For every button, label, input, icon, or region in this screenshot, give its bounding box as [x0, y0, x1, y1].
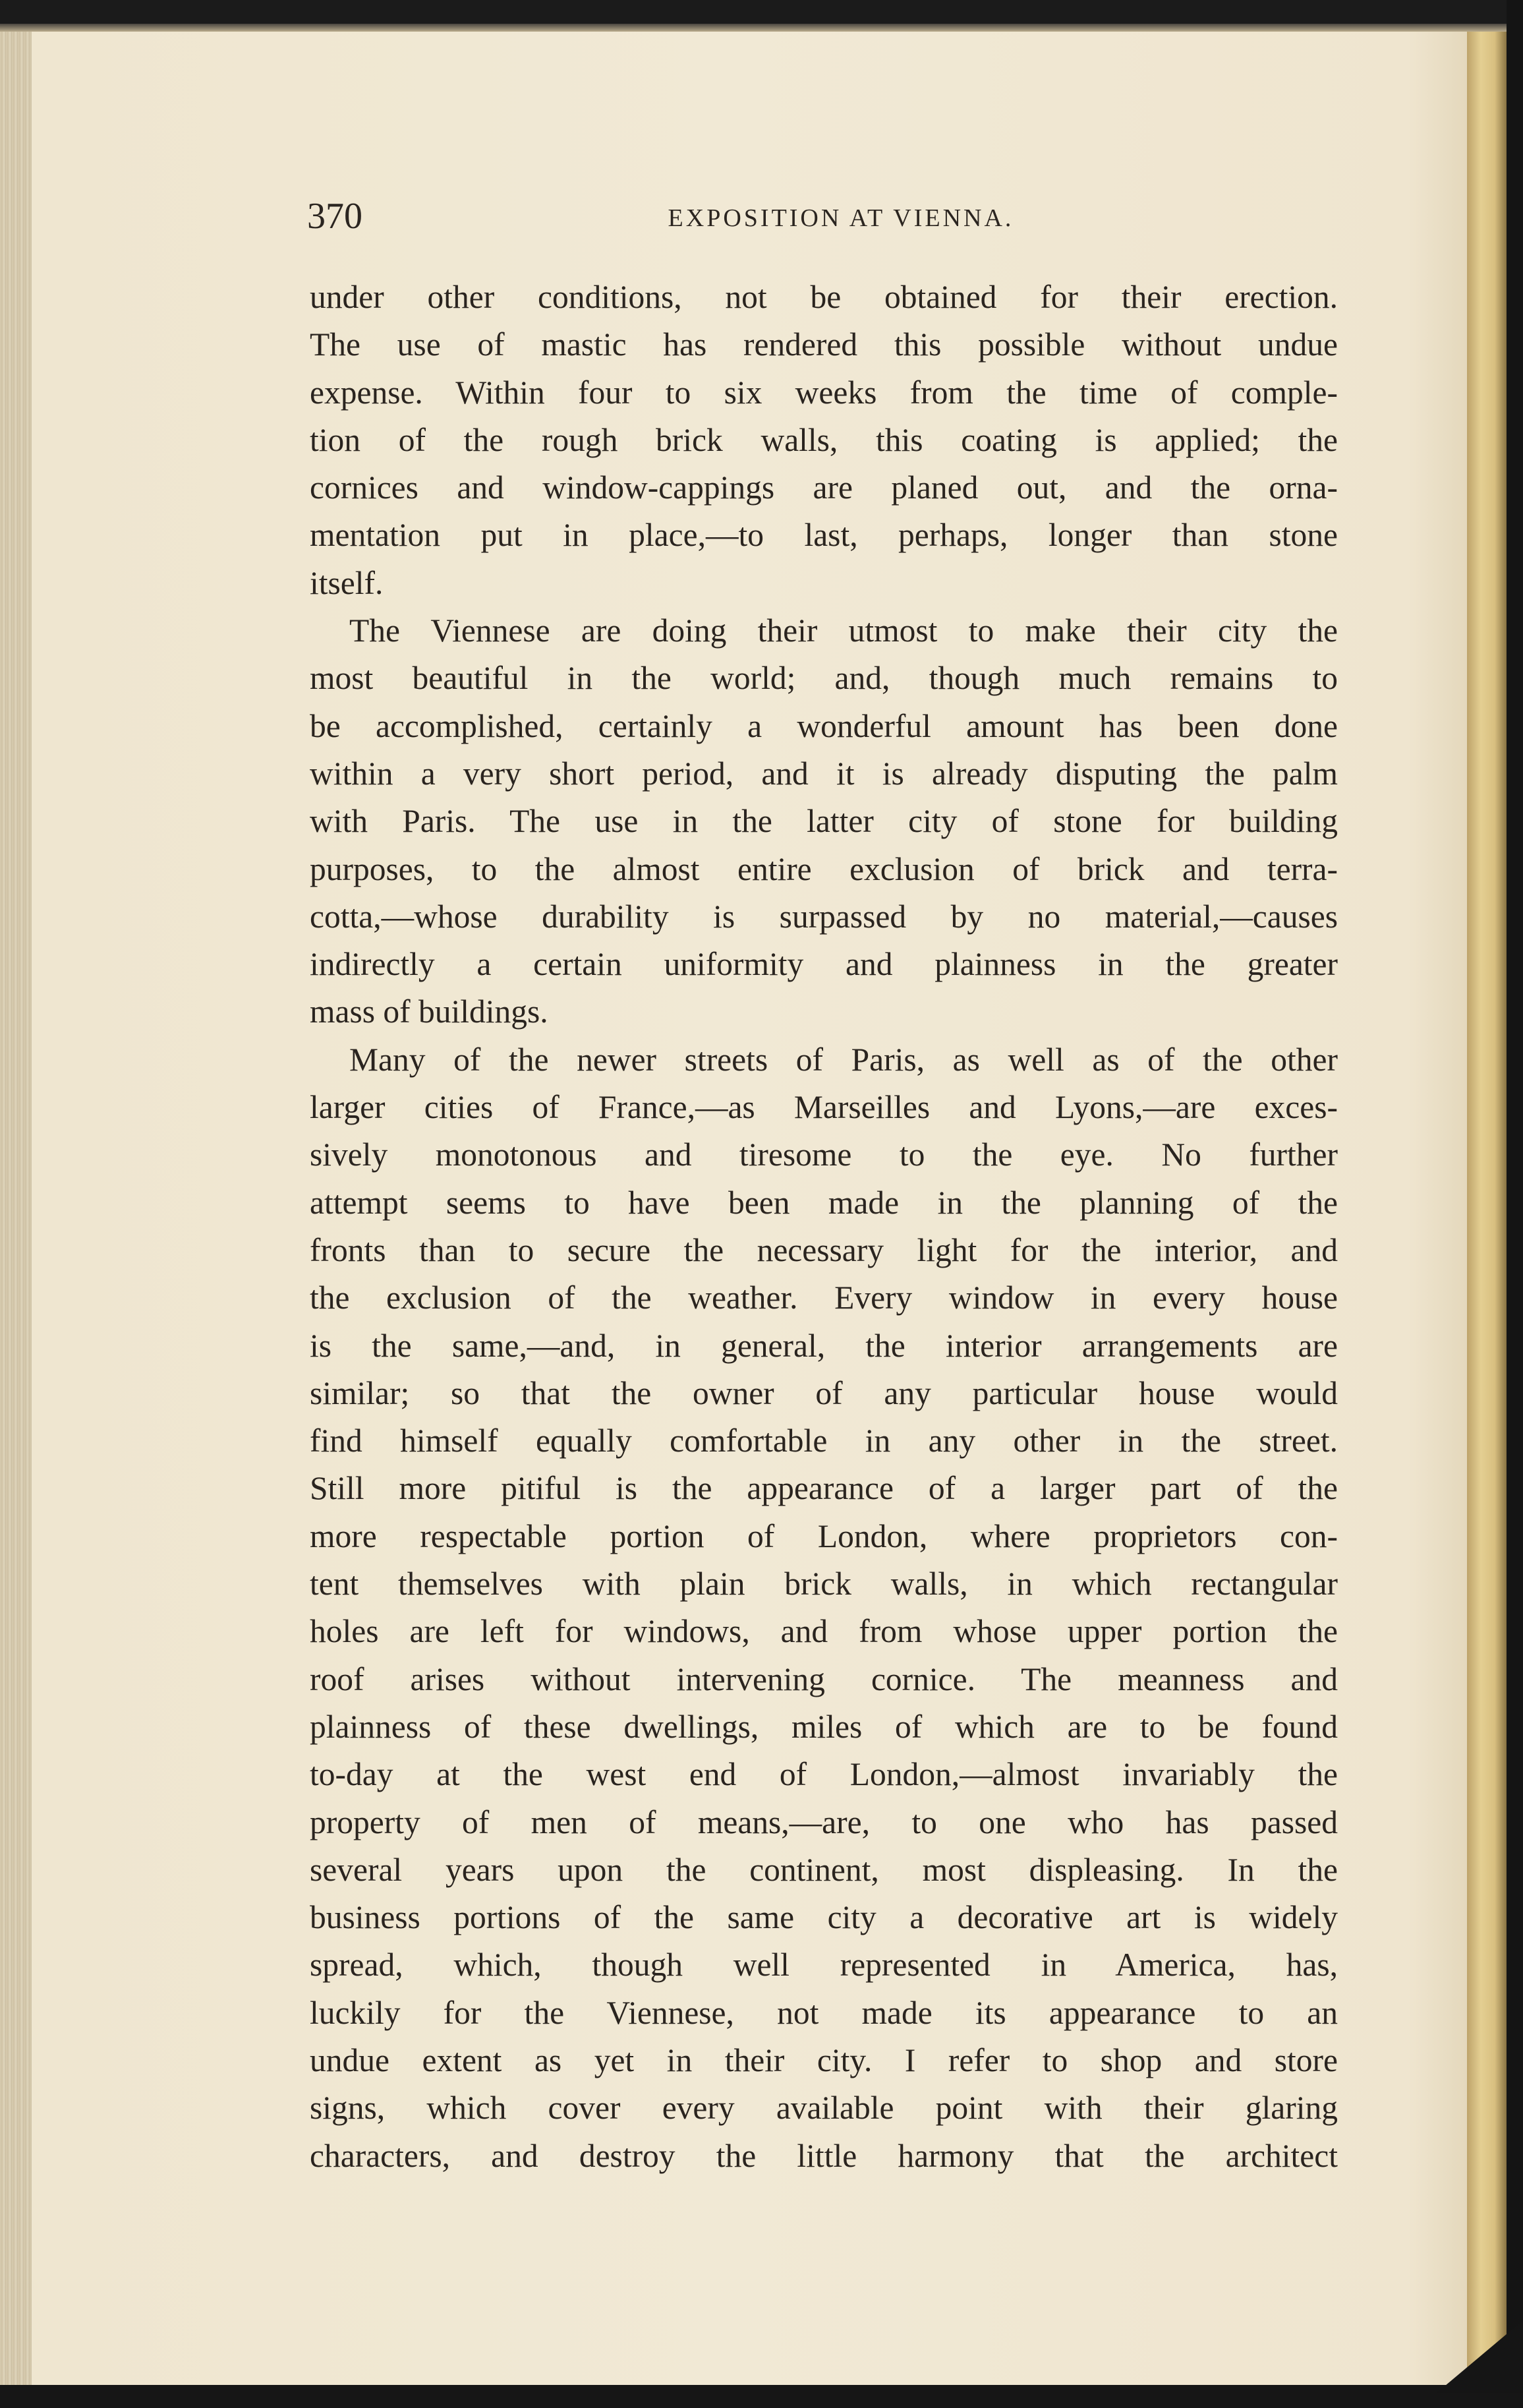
text-line: mentation put in place,—to last, perhaps, longer than stone [310, 517, 1338, 554]
page-top-edge [0, 24, 1523, 32]
text-line: spread, which, though well represented in America, has, [310, 1947, 1338, 1983]
text-line: undue extent as yet in their city. I refer to shop and store [310, 2041, 1338, 2078]
text-line: sively monotonous and tiresome to the eye. No further [310, 1136, 1338, 1173]
text-line: mass of buildings. [310, 993, 548, 1030]
text-line: indirectly a certain uniformity and plainness in the greater [310, 946, 1338, 983]
body-text [310, 274, 1338, 2180]
paragraph-first-line: Many of the newer streets of Paris, as well as of the other [349, 1041, 1338, 1078]
book-binding-edge [0, 32, 32, 2388]
running-title: EXPOSITION AT VIENNA. [668, 204, 1014, 232]
text-line: within a very short period, and it is already disputing the palm [310, 755, 1338, 792]
text-line: expense. Within four to six weeks from the time of comple- [310, 374, 1338, 411]
text-line: holes are left for windows, and from whose upper portion the [310, 1613, 1338, 1650]
text-line: larger cities of France,—as Marseilles and Lyons,—are exces- [310, 1089, 1338, 1126]
text-line: more respectable portion of London, where proprietors con- [310, 1517, 1338, 1554]
text-line: characters, and destroy the little harmony that the architect [310, 2137, 1338, 2174]
text-line: to-day at the west end of London,—almost invariably the [310, 1756, 1338, 1793]
text-line: be accomplished, certainly a wonderful amount has been done [310, 707, 1338, 744]
text-line: luckily for the Viennese, not made its appearance to an [310, 1994, 1338, 2031]
text-line: roof arises without intervening cornice. The meanness and [310, 1660, 1338, 1697]
text-line: The use of mastic has rendered this possible without undue [310, 326, 1338, 363]
text-line: tent themselves with plain brick walls, in which rectangular [310, 1566, 1338, 1602]
text-line: fronts than to secure the necessary light for the interior, and [310, 1231, 1338, 1268]
text-line: with Paris. The use in the latter city of stone for building [310, 803, 1338, 840]
scan-top-border [0, 0, 1523, 24]
text-line: business portions of the same city a decorative art is widely [310, 1899, 1338, 1936]
text-line: itself. [310, 564, 384, 601]
text-line: similar; so that the owner of any particular house would [310, 1374, 1338, 1411]
page-number: 370 [307, 196, 362, 237]
scan-right-border [1507, 0, 1523, 2408]
text-line: Still more pitiful is the appearance of a larger part of the [310, 1470, 1338, 1507]
text-line: most beautiful in the world; and, though much remains to [310, 660, 1338, 697]
text-line: plainness of these dwellings, miles of which are to be found [310, 1708, 1338, 1745]
text-line: attempt seems to have been made in the planning of the [310, 1184, 1338, 1221]
text-line: purposes, to the almost entire exclusion of brick and terra- [310, 850, 1338, 887]
text-line: under other conditions, not be obtained for their erection. [310, 279, 1338, 315]
text-line: tion of the rough brick walls, this coating is applied; the [310, 421, 1338, 458]
text-line: the exclusion of the weather. Every window in every house [310, 1279, 1338, 1316]
text-line: property of men of means,—are, to one who has passed [310, 1804, 1338, 1840]
running-header [307, 193, 1348, 239]
text-line: cotta,—whose durability is surpassed by no material,—causes [310, 898, 1338, 935]
text-line: find himself equally comfortable in any other in the street. [310, 1423, 1338, 1459]
text-line: is the same,—and, in general, the interior arrangements are [310, 1327, 1338, 1364]
text-line: signs, which cover every available point with their glaring [310, 2090, 1338, 2127]
paragraph-first-line: The Viennese are doing their utmost to make their city the [349, 612, 1338, 649]
text-line: cornices and window-cappings are planed out, and the orna- [310, 469, 1338, 506]
page-fore-edge [1467, 32, 1507, 2388]
text-line: several years upon the continent, most displeasing. In the [310, 1851, 1338, 1888]
scan-bottom-border [0, 2385, 1523, 2408]
